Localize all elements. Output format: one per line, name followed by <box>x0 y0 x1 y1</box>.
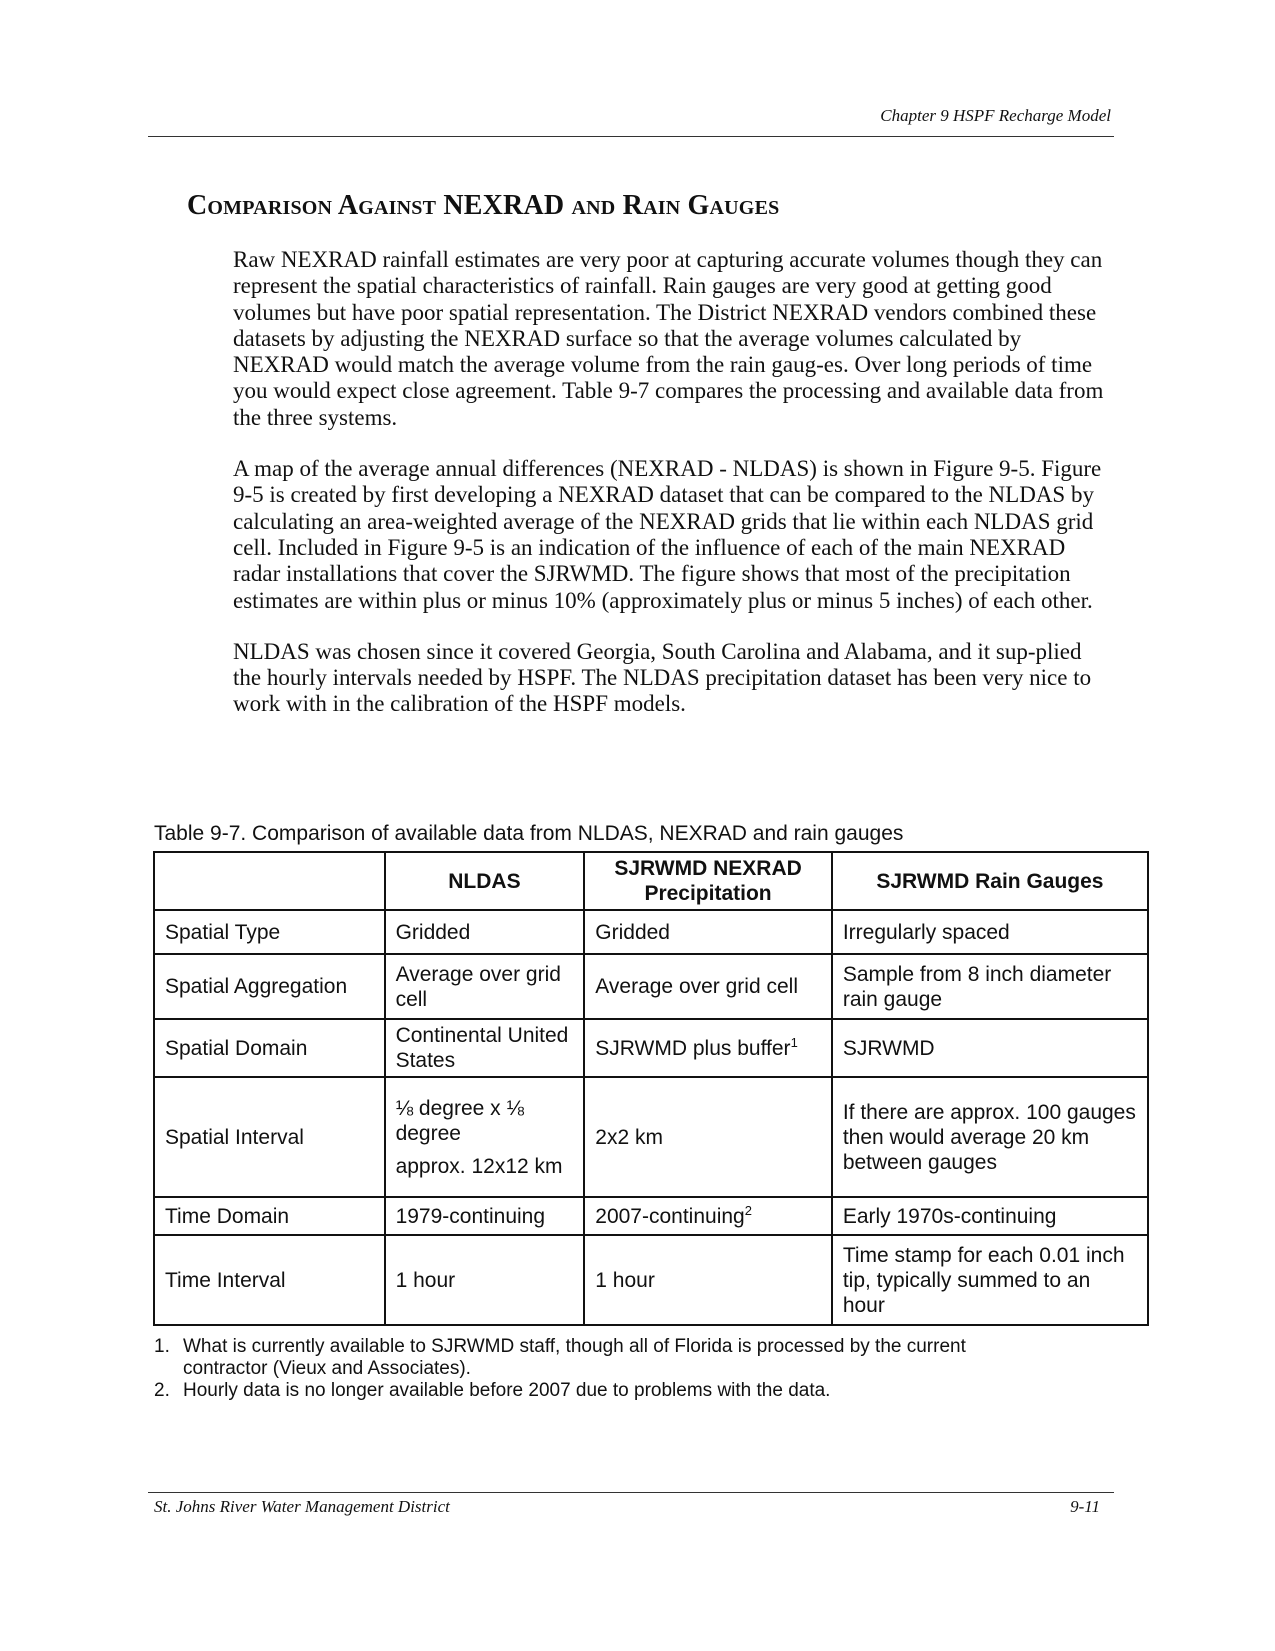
page-number: 9-11 <box>1070 1497 1100 1516</box>
table-cell: 1 hour <box>584 1235 832 1325</box>
table-footnotes <box>154 1336 1054 1402</box>
footer-rule <box>148 1492 1114 1493</box>
footnote-number: 2. <box>154 1380 170 1401</box>
table-cell: Sample from 8 inch diameter rain gauge <box>832 954 1148 1019</box>
footnote-ref: 1 <box>790 1034 798 1050</box>
table-header-row <box>154 852 1148 910</box>
table-header-cell <box>154 852 385 910</box>
footnote <box>154 1336 1054 1380</box>
table-cell: SJRWMD <box>832 1019 1148 1077</box>
table-header-cell: NLDAS <box>385 852 585 910</box>
table-cell: 1979-continuing <box>385 1197 585 1235</box>
paragraph: A map of the average annual differences (NEXRAD - NLDAS) is shown in Figure 9-5. Figure 9-5 is created by first developing a NEXRAD dataset that can be compared to the NLDAS by calculating an area-weighted average of the NEXRAD grids that lie within each NLDAS grid cell. Included in Figure 9-5 is an indication of the influence of each of the main NEXRAD radar installations that cover the SJRWMD. The figure shows that most of the precipitation estimates are within plus or minus 10% (approximately plus or minus 5 inches) of each other. <box>233 456 1102 613</box>
paragraph: NLDAS was chosen since it covered Georgia, South Carolina and Alabama, and it sup-plied the hourly intervals needed by HSPF. The NLDAS precipitation dataset has been very nice to work with in the calibration of the HSPF models. <box>233 638 1092 717</box>
table-cell: Continental United States <box>385 1019 585 1077</box>
table-cell: Gridded <box>584 910 832 954</box>
running-head: Chapter 9 HSPF Recharge Model <box>880 106 1111 125</box>
table-cell <box>584 1197 832 1235</box>
table-row <box>154 1019 1148 1077</box>
table-cell: Spatial Domain <box>154 1019 385 1077</box>
table-cell: Gridded <box>385 910 585 954</box>
table-row <box>154 1235 1148 1325</box>
table-cell: Average over grid cell <box>584 954 832 1019</box>
footnote-ref: 2 <box>744 1202 752 1218</box>
footer-organization: St. Johns River Water Management District <box>154 1497 450 1516</box>
cell-text: 2007-continuing <box>595 1204 745 1228</box>
table-cell: Spatial Type <box>154 910 385 954</box>
header-rule <box>148 136 1114 137</box>
body-text <box>233 247 1113 743</box>
table-cell: 1 hour <box>385 1235 585 1325</box>
cell-text: SJRWMD plus buffer <box>595 1036 791 1060</box>
table-header-cell: SJRWMD NEXRAD Precipitation <box>584 852 832 910</box>
table-row <box>154 1077 1148 1197</box>
footnote-text: What is currently available to SJRWMD staff, though all of Florida is processed by the current contractor (Vieux and Associates). <box>183 1336 966 1379</box>
table-cell: Early 1970s-continuing <box>832 1197 1148 1235</box>
table-cell: Average over grid cell <box>385 954 585 1019</box>
cell-text: ⅛ degree x ⅛ degree <box>395 1096 524 1145</box>
cell-text: approx. 12x12 km <box>395 1154 563 1178</box>
table-cell: Spatial Interval <box>154 1077 385 1197</box>
table-cell <box>385 1077 585 1197</box>
table-row <box>154 910 1148 954</box>
table-cell <box>584 1019 832 1077</box>
table-row <box>154 1197 1148 1235</box>
footnote-number: 1. <box>154 1336 170 1357</box>
table-cell: If there are approx. 100 gauges then would average 20 km between gauges <box>832 1077 1148 1197</box>
footnote-text: Hourly data is no longer available before 2007 due to problems with the data. <box>183 1380 831 1401</box>
section-title: Comparison Against NEXRAD and Rain Gauges <box>187 190 780 221</box>
table-cell: 2x2 km <box>584 1077 832 1197</box>
table-cell: Time stamp for each 0.01 inch tip, typically summed to an hour <box>832 1235 1148 1325</box>
table-cell: Time Interval <box>154 1235 385 1325</box>
table-caption: Table 9-7. Comparison of available data from NLDAS, NEXRAD and rain gauges <box>154 822 904 845</box>
paragraph: Raw NEXRAD rainfall estimates are very poor at capturing accurate volumes though they can represent the spatial characteristics of rainfall. Rain gauges are very good at getting good volumes but have poor spatial representation. The District NEXRAD vendors combined these datasets by adjusting the NEXRAD surface so that the average volumes calculated by NEXRAD would match the average volume from the rain gaug-es. Over long periods of time you would expect close agreement. Table 9-7 compares the processing and available data from the three systems. <box>233 247 1104 430</box>
table-cell: Time Domain <box>154 1197 385 1235</box>
table-cell: Spatial Aggregation <box>154 954 385 1019</box>
table-header-cell: SJRWMD Rain Gauges <box>832 852 1148 910</box>
table-row <box>154 954 1148 1019</box>
comparison-table <box>153 851 1149 1326</box>
footnote <box>154 1380 1054 1402</box>
table-cell: Irregularly spaced <box>832 910 1148 954</box>
